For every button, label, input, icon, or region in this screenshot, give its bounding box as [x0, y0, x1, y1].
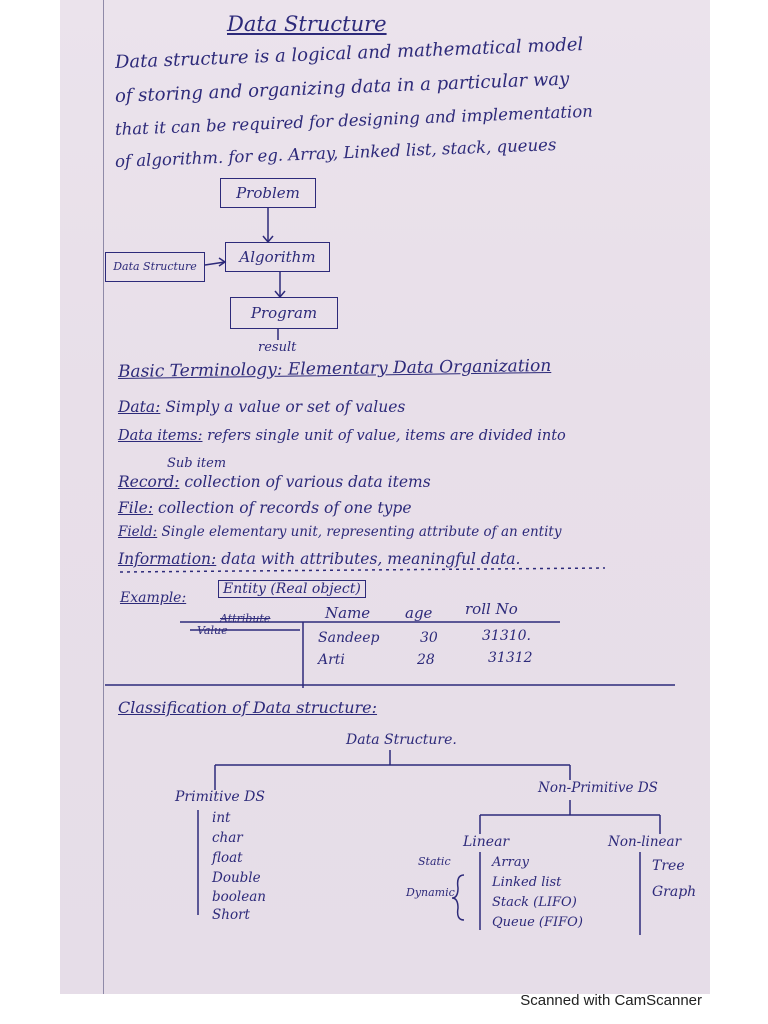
example-row2-age: 28	[417, 652, 435, 668]
program-box: Program	[230, 297, 338, 329]
non-linear-item-graph: Graph	[652, 884, 697, 900]
definition-line-2: of storing and organizing data in a particular way	[114, 68, 570, 107]
definition-line-3: that it can be required for designing and implementation	[114, 101, 594, 139]
term-record-label: Record:	[118, 473, 180, 491]
linear-static-label: Static	[418, 855, 451, 868]
term-information-text: data with attributes, meaningful data.	[221, 550, 521, 568]
term-data-label: Data:	[118, 398, 161, 416]
linear-dynamic-label: Dynamic	[406, 886, 455, 899]
term-field-label: Field:	[118, 524, 158, 540]
linear-item-stack: Stack (LIFO)	[492, 895, 577, 910]
diagram-lines	[60, 0, 710, 994]
classification-root: Data Structure.	[346, 732, 457, 748]
definition-line-1: Data structure is a logical and mathematical model	[114, 34, 584, 73]
example-header-age: age	[405, 604, 433, 622]
term-information-label: Information:	[118, 550, 217, 568]
problem-box: Problem	[220, 178, 316, 208]
term-sub-item: Sub item	[167, 456, 227, 471]
term-file-text: collection of records of one type	[158, 499, 412, 517]
primitive-item-char: char	[212, 830, 243, 846]
dynamic-brace	[452, 875, 464, 920]
non-primitive-label: Non-Primitive DS	[538, 780, 658, 796]
primitive-item-float: float	[212, 850, 243, 866]
scanner-watermark: Scanned with CamScanner	[520, 992, 702, 1009]
separator-dashed	[120, 568, 605, 572]
non-linear-label: Non-linear	[608, 834, 682, 850]
primitive-item-short: Short	[212, 907, 250, 923]
term-data-items-label: Data items:	[118, 428, 203, 444]
example-row2-name: Arti	[318, 652, 345, 668]
example-entity: Entity (Real object)	[218, 580, 366, 598]
example-row1-name: Sandeep	[318, 630, 380, 646]
example-value: Value	[197, 624, 228, 637]
non-linear-item-tree: Tree	[652, 858, 685, 874]
primitive-item-double: Double	[212, 870, 261, 886]
primitive-item-boolean: boolean	[212, 889, 266, 905]
page-title: Data Structure	[227, 12, 387, 36]
data-structure-box: Data Structure	[105, 252, 205, 282]
example-row1-roll: 31310.	[482, 628, 531, 644]
example-row1-age: 30	[420, 630, 438, 646]
example-header-name: Name	[325, 604, 371, 622]
linear-item-queue: Queue (FIFO)	[492, 915, 583, 930]
example-header-roll: roll No	[465, 600, 518, 618]
result-label: result	[258, 340, 297, 355]
definition-line-4: of algorithm. for eg. Array, Linked list, stack, queues	[114, 135, 557, 171]
term-data-items-text: refers single unit of value, items are divided into	[207, 428, 566, 444]
example-attribute: Attribute	[220, 612, 271, 625]
term-file-label: File:	[118, 499, 154, 517]
linear-label: Linear	[463, 834, 510, 850]
primitive-label: Primitive DS	[175, 789, 265, 805]
primitive-item-int: int	[212, 810, 231, 826]
algorithm-box: Algorithm	[225, 242, 330, 272]
linear-item-array: Array	[492, 855, 529, 870]
terminology-heading: Basic Terminology: Elementary Data Organization	[117, 355, 552, 382]
example-row2-roll: 31312	[488, 650, 533, 666]
notebook-page	[60, 0, 710, 994]
example-label: Example:	[120, 590, 187, 606]
classification-heading: Classification of Data structure:	[118, 698, 378, 717]
linear-item-linked-list: Linked list	[492, 875, 562, 890]
term-record-text: collection of various data items	[184, 473, 431, 491]
term-data-text: Simply a value or set of values	[165, 398, 406, 416]
term-field-text: Single elementary unit, representing attribute of an entity	[161, 524, 562, 540]
